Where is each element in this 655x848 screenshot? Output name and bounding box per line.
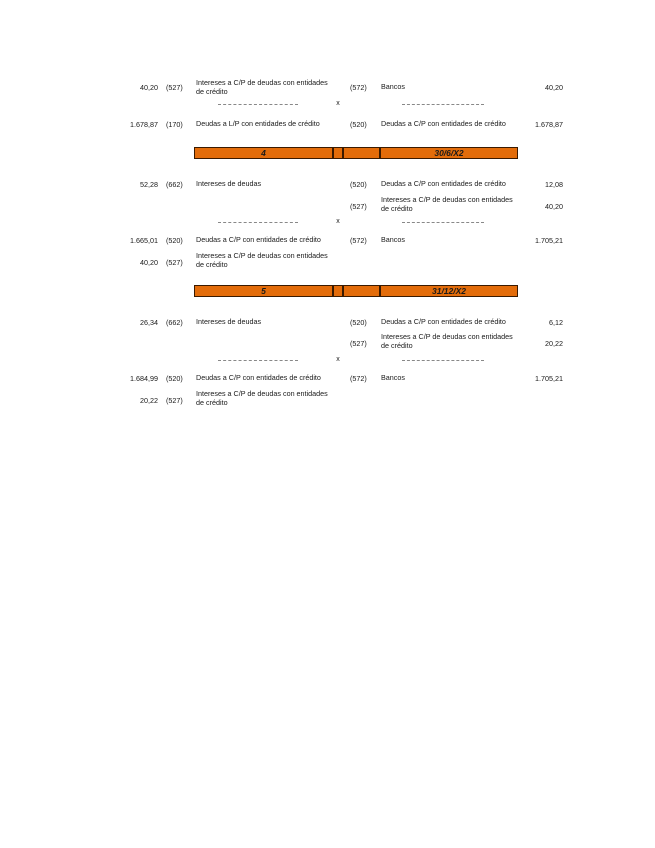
credit-amount: 12,08 (545, 180, 563, 189)
credit-amount: 6,12 (549, 318, 563, 327)
debit-account-name: Deudas a C/P con entidades de crédito (196, 373, 321, 382)
credit-amount: 20,22 (545, 339, 563, 348)
credit-amount: 1.705,21 (535, 374, 563, 383)
credit-account-code: (572) (350, 83, 367, 92)
separator-mark: x (336, 356, 340, 363)
credit-account-name: Bancos (381, 373, 405, 382)
debit-account-name: Intereses a C/P de deudas con entidades de crédito (196, 78, 328, 96)
credit-account-name: Intereses a C/P de deudas con entidades de crédito (381, 195, 513, 213)
debit-amount: 40,20 (140, 83, 158, 92)
credit-amount: 1.705,21 (535, 236, 563, 245)
credit-amount: 40,20 (545, 202, 563, 211)
debit-account-code: (527) (166, 258, 183, 267)
credit-account-code: (527) (350, 202, 367, 211)
credit-account-code: (520) (350, 120, 367, 129)
header-cell (343, 147, 380, 159)
credit-account-code: (572) (350, 236, 367, 245)
debit-amount: 1.665,01 (130, 236, 158, 245)
separator-line-left (218, 104, 298, 105)
credit-account-code: (520) (350, 180, 367, 189)
header-cell (333, 147, 343, 159)
debit-amount: 1.684,99 (130, 374, 158, 383)
credit-account-name: Deudas a C/P con entidades de crédito (381, 317, 506, 326)
debit-amount: 20,22 (140, 396, 158, 405)
debit-account-code: (520) (166, 236, 183, 245)
debit-account-code: (170) (166, 120, 183, 129)
header-cell (333, 285, 343, 297)
separator-mark: x (336, 100, 340, 107)
separator-line-right (402, 222, 484, 223)
credit-amount: 1.678,87 (535, 120, 563, 129)
debit-account-name: Deudas a C/P con entidades de crédito (196, 235, 321, 244)
debit-account-name: Intereses de deudas (196, 317, 262, 326)
separator-line-left (218, 360, 298, 361)
separator-mark: x (336, 218, 340, 225)
credit-account-code: (527) (350, 339, 367, 348)
debit-account-name: Deudas a L/P con entidades de crédito (196, 119, 320, 128)
credit-account-name: Bancos (381, 235, 405, 244)
entry-date: 31/12/X2 (380, 285, 518, 297)
credit-account-code: (572) (350, 374, 367, 383)
debit-amount: 1.678,87 (130, 120, 158, 129)
credit-account-name: Bancos (381, 82, 405, 91)
separator-line-left (218, 222, 298, 223)
entry-date: 30/6/X2 (380, 147, 518, 159)
credit-account-name: Intereses a C/P de deudas con entidades de crédito (381, 332, 513, 350)
credit-amount: 40,20 (545, 83, 563, 92)
credit-account-code: (520) (350, 318, 367, 327)
separator-line-right (402, 360, 484, 361)
debit-account-code: (662) (166, 318, 183, 327)
entry-header (194, 285, 518, 298)
credit-account-name: Deudas a C/P con entidades de crédito (381, 119, 506, 128)
debit-account-name: Intereses de deudas (196, 179, 262, 188)
debit-amount: 40,20 (140, 258, 158, 267)
entry-number: 4 (194, 147, 333, 159)
credit-account-name: Deudas a C/P con entidades de crédito (381, 179, 506, 188)
debit-account-name: Intereses a C/P de deudas con entidades de crédito (196, 389, 328, 407)
debit-account-name: Intereses a C/P de deudas con entidades de crédito (196, 251, 328, 269)
debit-amount: 52,28 (140, 180, 158, 189)
debit-account-code: (527) (166, 83, 183, 92)
debit-account-code: (527) (166, 396, 183, 405)
entry-number: 5 (194, 285, 333, 297)
debit-account-code: (520) (166, 374, 183, 383)
debit-account-code: (662) (166, 180, 183, 189)
entry-header (194, 147, 518, 160)
header-cell (343, 285, 380, 297)
separator-line-right (402, 104, 484, 105)
debit-amount: 26,34 (140, 318, 158, 327)
